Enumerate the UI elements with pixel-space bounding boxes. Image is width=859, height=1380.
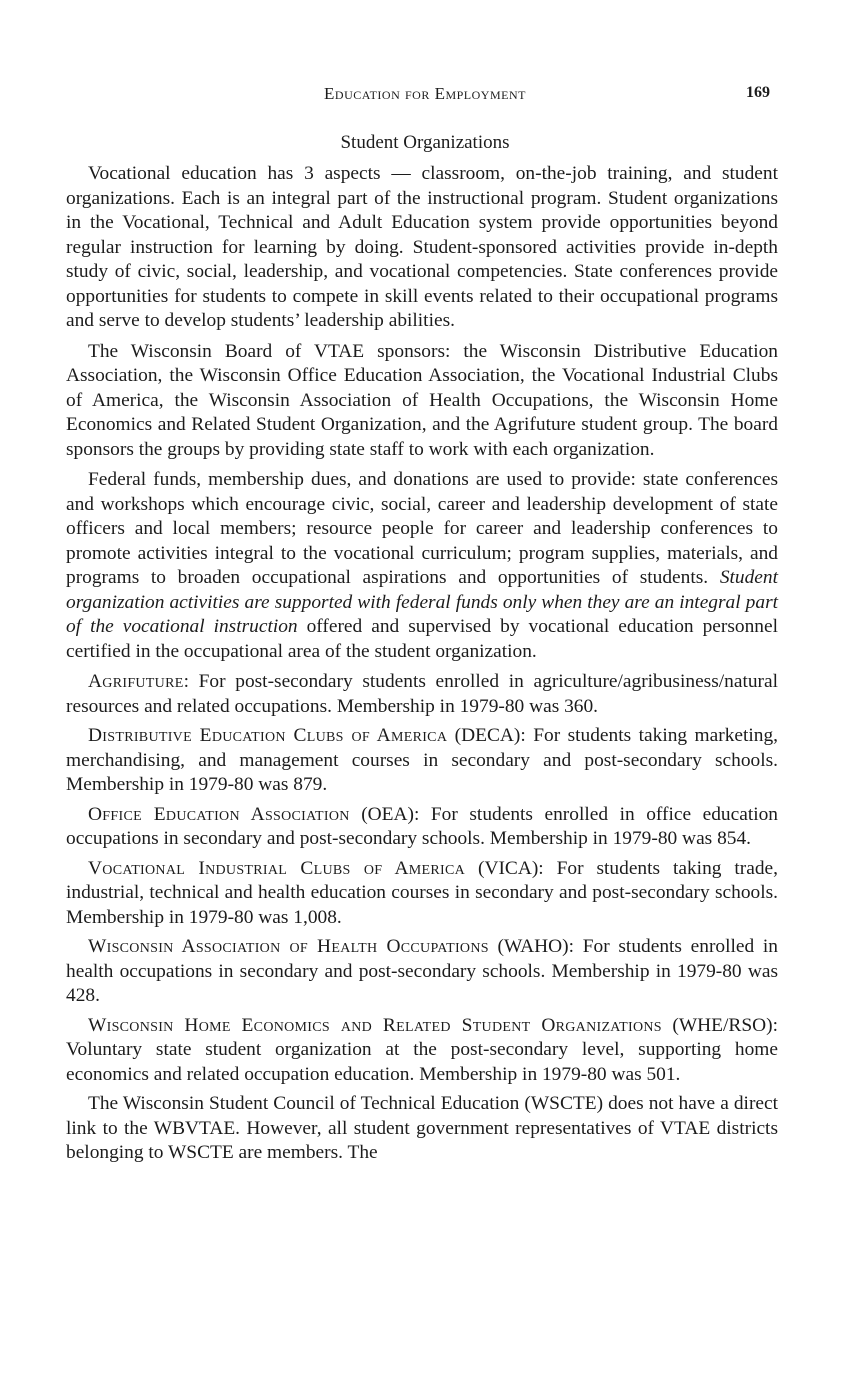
org-description: (WHE/RSO): Voluntary state student organization at the post-secondary level, supporting home economics and related occupation education. Membership in 1979-80 was 501.	[66, 1014, 778, 1085]
paragraph-funding	[66, 468, 778, 664]
paragraph-sponsors: The Wisconsin Board of VTAE sponsors: the Wisconsin Distributive Education Association, the Wisconsin Office Education Association, the Vocational Industrial Clubs of America, the Wisconsin Association of Health Occupations, the Wisconsin Home Economics and Related Student Organization, and the Agrifuture student group. The board sponsors the groups by providing state staff to work with each organization.	[66, 340, 778, 460]
section-title: Student Organizations	[340, 132, 510, 153]
org-name: Agrifuture	[88, 671, 184, 692]
page-header	[80, 84, 770, 110]
org-name: Office Education Association	[88, 803, 350, 825]
org-description: (VICA): For students taking trade, industrial, technical and health education courses in secondary and post-secondary schools. Membership in 1979-80 was 1,008.	[66, 857, 778, 928]
funding-text-end: offered and supervised by vocational education personnel certified in the occupational area of the student organization.	[66, 616, 778, 662]
org-entry-oea	[66, 803, 778, 852]
org-description: (OEA): For students enrolled in office education occupations in secondary and post-secondary schools. Membership in 1979-80 was 854.	[66, 803, 778, 849]
org-description: (DECA): For students taking marketing, merchandising, and management courses in secondary and post-secondary schools. Membership in 1979-80 was 879.	[66, 725, 779, 795]
paragraph-intro: Vocational education has 3 aspects — classroom, on-the-job training, and student organizations. Each is an integral part of the instructional program. Student organizations in the Vocational, Technical and Adult Education system provide opportunities beyond regular instruction for learning by doing. Student-sponsored activities provide in-depth study of civic, social, leadership, and vocational competencies. State conferences provide opportunities for students to compete in skill events related to their occupational programs and serve to develop students’ leadership abilities.	[66, 163, 778, 331]
org-entry-deca	[66, 724, 778, 798]
org-description: (WAHO): For students enrolled in health occupations in secondary and post-secondary schools. Membership in 1979-80 was 428.	[66, 936, 779, 1006]
org-entry-vica	[66, 857, 778, 931]
paragraph-wscte: The Wisconsin Student Council of Technical Education (WSCTE) does not have a direct link to the WBVTAE. However, all student government representatives of VTAE districts belonging to WSCTE are members. The	[66, 1093, 778, 1163]
org-entry-waho	[66, 935, 778, 1009]
org-name: Distributive Education Clubs of America	[88, 725, 448, 746]
page-number: 169	[746, 84, 770, 101]
org-name: Vocational Industrial Clubs of America	[88, 857, 466, 879]
org-name: Wisconsin Association of Health Occupations	[88, 936, 489, 957]
funding-emphasis: Student organization activities are supported with federal funds only when they are an integral part of the vocational instruction	[66, 567, 778, 637]
running-head: Education for Employment	[324, 84, 526, 103]
org-entry-agrifuture	[66, 670, 778, 719]
funding-text-start: Federal funds, membership dues, and donations are used to provide: state conferences and workshops which encourage civic, social, career and leadership development of state officers and local members; resource people for career and leadership conferences to promote activities integral to the vocational curriculum; program supplies, materials, and programs to broaden occupational aspirations and opportunities of students.	[66, 469, 778, 588]
org-description: : For post-secondary students enrolled in agriculture/agribusiness/natural resources and related occupations. Membership in 1979-80 was 360.	[66, 671, 778, 717]
org-entry-whe-rso	[66, 1014, 778, 1088]
org-name: Wisconsin Home Economics and Related Student Organizations	[88, 1014, 662, 1036]
body-text	[66, 162, 778, 1172]
